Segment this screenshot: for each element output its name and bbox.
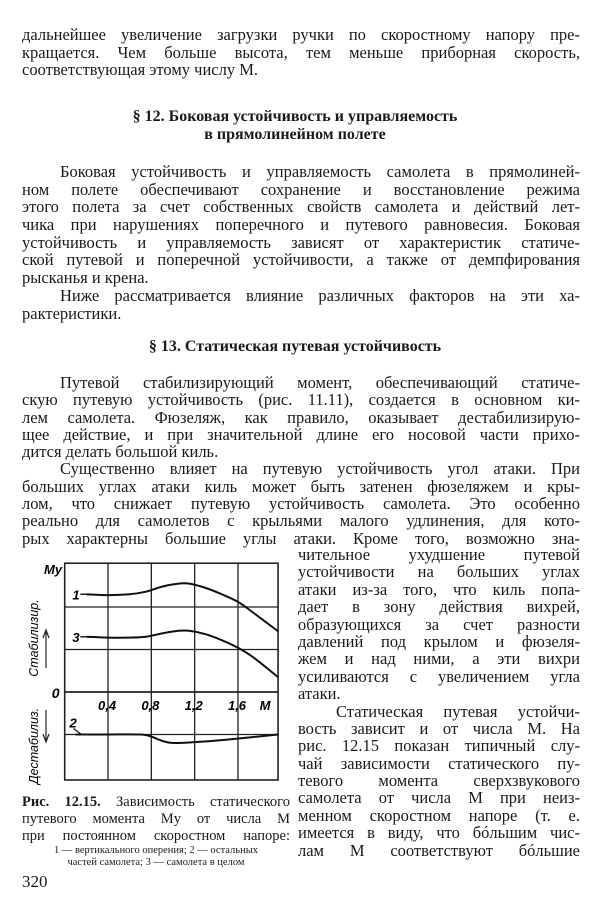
text-line: Ниже рассматривается влияние различных факторов на эти ха- [60, 285, 580, 305]
caption-line: Зависимость статического [116, 794, 291, 810]
text-line: менном скоростном напоре (т. е. [298, 805, 580, 825]
text-line: Боковая устойчивость и управляемость самолета в прямолиней- [60, 162, 580, 181]
text-line: дится делать большой киль. [22, 442, 219, 462]
text-line: самолета от числа M при неиз- [298, 788, 580, 808]
series-label: 1 [72, 587, 80, 603]
text-line: щее действие, и при значительной длине его носовой части прихо- [22, 424, 580, 444]
text-line: лам M соответствуют бóльшие [298, 840, 580, 860]
stabilizing-region-label: Стабилизир. [27, 599, 41, 677]
text-line: атаки. [298, 684, 341, 704]
section-13-heading: § 13. Статическая путевая устойчивость [148, 338, 442, 355]
section-12-body [22, 163, 580, 322]
text-line: Существенно влияет на путевую устойчивость угол атаки. При [60, 459, 580, 479]
text-line: ской путевой и поперечной устойчивости, а также от демпфирования [22, 250, 580, 270]
section-12-heading [0, 108, 590, 144]
text-line: чика при нарушениях поперечного и путевого равновесия. Боковая [22, 215, 580, 235]
text-line: чительное ухудшение путевой [298, 545, 580, 564]
legend-line: 1 — вертикального оперения; 2 — остальных [53, 845, 259, 856]
text-line: скую путевую устойчивость (рис. 11.11), создается в основном ки- [22, 390, 580, 410]
text-line: лем самолета. Фюзеляж, как правило, оказывает дестабилизирую- [22, 407, 580, 427]
text-line: лом, что снижает путевую устойчивость самолета. Это особенно [22, 494, 580, 514]
arrow-up-icon [43, 630, 49, 668]
text-line: тевого момента сверхзвукового [298, 771, 580, 791]
text-line: кращается. Чем больше высота, тем меньше приборная скорость, [22, 42, 580, 62]
continued-paragraph [22, 26, 580, 79]
section-13-body [22, 374, 580, 547]
text-line: вость зависит и от числа M. На [298, 718, 580, 738]
text-line: этого полета за счет собственных свойств самолета и действий лет- [22, 197, 580, 217]
text-line: ном полете обеспечивают сохранение и восстановление режима [22, 179, 580, 199]
x-tick-label: 1,6 [227, 698, 247, 713]
figure-caption [22, 794, 290, 868]
destabilizing-region-label: Дестабилиз. [27, 707, 41, 785]
text-line: рактеристики. [22, 303, 122, 323]
text-line: давлений под крылом и фюзеля- [298, 631, 580, 651]
y-zero-label: 0 [51, 685, 60, 701]
section-13-right-column [298, 546, 580, 859]
x-tick-label: 0,8 [141, 698, 160, 713]
x-tick-label: 1,2 [184, 698, 203, 713]
series-3-line [86, 630, 278, 677]
text-line: устойчивость и управляемость зависят от характеристик статиче- [22, 232, 580, 252]
caption-line: при постоянном скоростном напоре: [22, 828, 290, 844]
text-line: рысканья и крена. [22, 268, 149, 288]
text-line: дальнейшее увеличение загрузки ручки по скоростному напору пре- [22, 25, 580, 44]
x-axis-label: M [259, 698, 271, 713]
text-line: Статическая путевая устойчи- [336, 701, 580, 721]
text-line: жем и над ними, а эти вихри [298, 649, 580, 669]
x-tick-label: 0,4 [98, 698, 117, 713]
series-label: 3 [72, 629, 80, 645]
page-number: 320 [22, 872, 48, 891]
series-label: 2 [69, 715, 77, 731]
heading-line: § 12. Боковая устойчивость и управляемость [132, 108, 458, 125]
text-line: Путевой стабилизирующий момент, обеспечивающий статиче- [60, 373, 580, 392]
text-line: больших углах атаки киль может быть затенен фюзеляжем и кры- [22, 476, 580, 496]
heading-line: в прямолинейном полете [204, 126, 386, 143]
text-line: образующихся за счет разности [298, 614, 580, 634]
text-line: реально для самолетов с крыльями малого удлинения, для кото- [22, 511, 580, 531]
y-axis-label: Mу [44, 562, 63, 577]
text-line: устойчивости на больших углах [298, 562, 580, 582]
text-line: имеется в виду, что бóльшим чис- [298, 823, 580, 843]
text-line: усиливаются с увеличением угла [298, 666, 580, 686]
text-line: рых характерны большие углы атаки. Кроме того, возможно зна- [22, 528, 580, 548]
series-2-line [76, 734, 279, 743]
legend-line: частей самолета; 3 — самолета в целом [67, 856, 245, 868]
figure-12-15-chart [20, 550, 310, 790]
figure-label: Рис. 12.15. [22, 794, 101, 810]
text-line: рис. 12.15 показан типичный слу- [298, 736, 580, 756]
caption-line: путевого момента Mу от числа M [22, 811, 290, 827]
arrow-down-icon [43, 710, 49, 742]
text-line: соответствующая этому числу M. [22, 60, 259, 79]
text-line: атаки из-за того, что киль попа- [298, 579, 580, 599]
text-line: чай зависимости статического пу- [298, 753, 580, 773]
text-line: дает в зону действия вихрей, [298, 597, 580, 617]
